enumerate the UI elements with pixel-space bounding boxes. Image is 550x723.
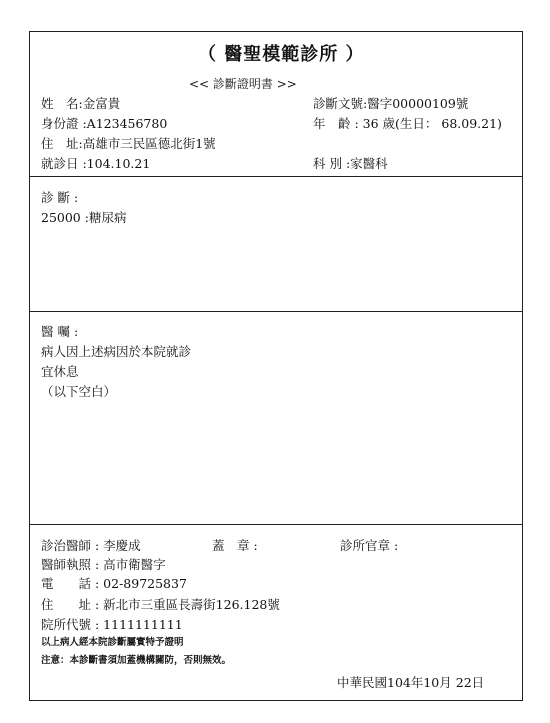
- issue-date: 中華民國104年10月 22日: [337, 675, 485, 690]
- advice-line-1: 病人因上述病因於本院就診: [41, 344, 192, 359]
- document-number: 診斷文號:醫字00000109號: [313, 96, 469, 111]
- divider-diagnosis: [30, 311, 522, 312]
- clinic-phone: 電 話 : 02-89725837: [41, 576, 187, 591]
- patient-id: 身份證 :A123456780: [41, 116, 168, 131]
- doctor-name: 診治醫師 : 李慶成: [41, 538, 141, 553]
- clinic-code: 院所代號 : 1111111111: [41, 617, 183, 632]
- divider-advice: [30, 524, 522, 525]
- clinic-address: 住 址 : 新北市三重區長壽街126.128號: [41, 597, 280, 612]
- seal-label: 蓋 章 :: [212, 538, 258, 553]
- department: 科 別 :家醫科: [313, 156, 388, 171]
- divider-header: [30, 176, 522, 177]
- validity-note: 注意：本診斷書須加蓋機構關防，否則無效。: [41, 655, 232, 666]
- advice-line-2: 宜休息: [41, 364, 79, 379]
- clinic-title: （ 醫聖模範診所 ）: [198, 44, 365, 65]
- visit-date: 就診日 :104.10.21: [41, 156, 151, 171]
- patient-name: 姓 名:金富貴: [41, 96, 121, 111]
- clinic-seal-label: 診所官章 :: [340, 538, 399, 553]
- diagnosis-line: 25000 :糖尿病: [41, 210, 127, 225]
- advice-line-3: （以下空白）: [41, 384, 117, 399]
- doctor-license: 醫師執照 : 高市衛醫字: [41, 557, 166, 572]
- diagnosis-heading: 診 斷 :: [41, 190, 79, 205]
- certificate-title: << 診斷證明書 >>: [189, 77, 297, 91]
- advice-heading: 醫 囑 :: [41, 324, 79, 339]
- certification-note: 以上病人經本院診斷屬實特予證明: [41, 637, 184, 648]
- patient-address: 住 址:高雄市三民區德北街1號: [41, 136, 216, 151]
- patient-age: 年 齡 : 36 歲(生日： 68.09.21): [313, 116, 502, 131]
